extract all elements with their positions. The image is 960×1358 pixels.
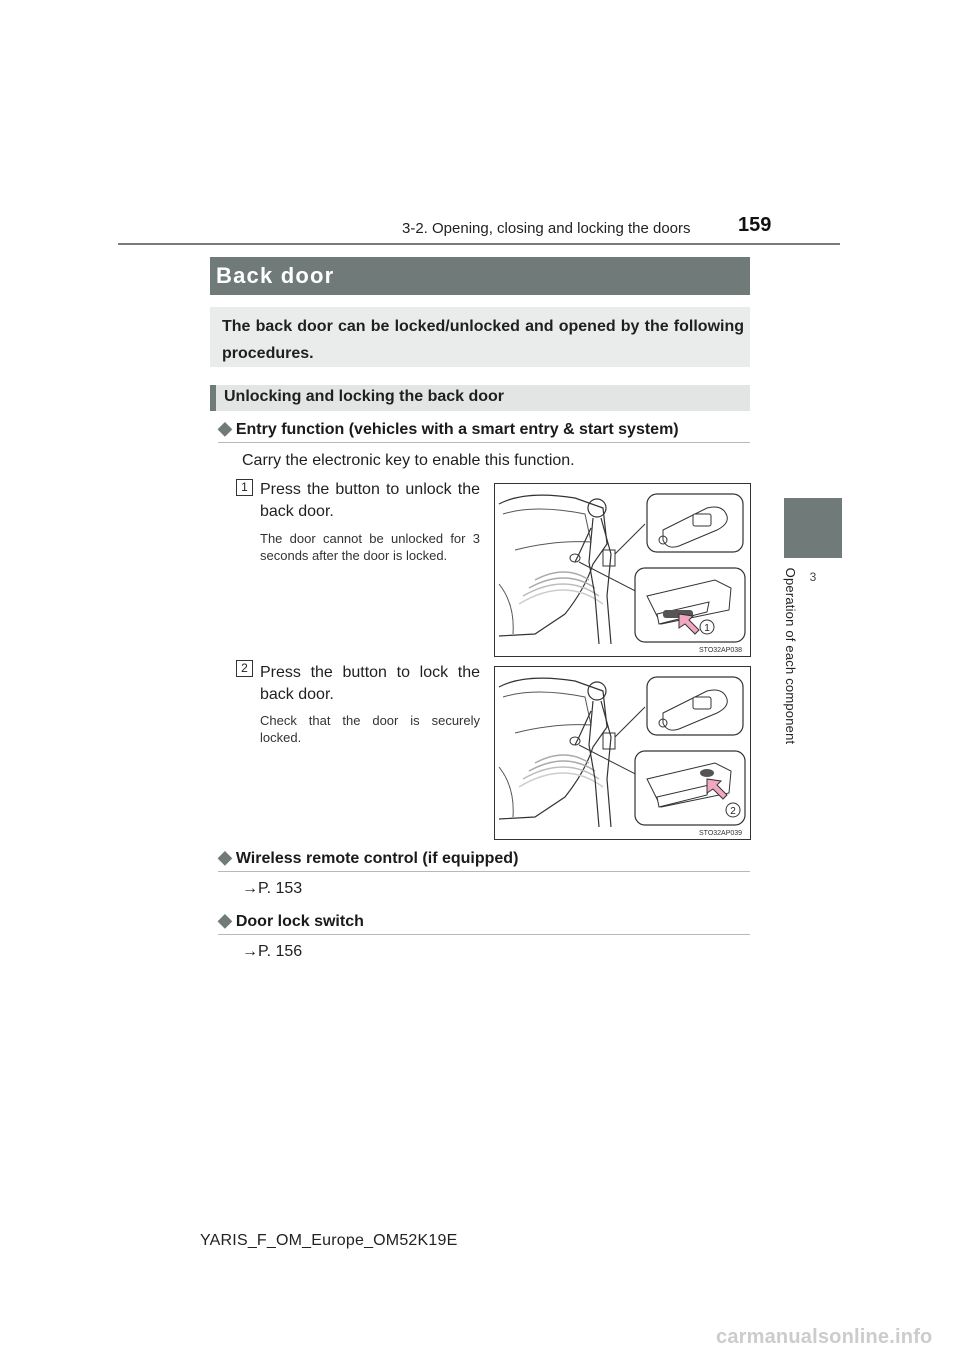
wireless-heading-text: Wireless remote control (if equipped) <box>235 850 519 867</box>
figure-code-2: STO32AP039 <box>699 830 743 837</box>
watermark: carmanualsonline.info <box>716 1326 933 1348</box>
step-2-text: Press the button to lock the back door. <box>260 664 480 703</box>
figure-lock <box>494 666 751 840</box>
callout-2: 2 <box>730 806 736 817</box>
callout-1: 1 <box>704 623 710 634</box>
entry-lead: Carry the electronic key to enable this function. <box>242 452 575 469</box>
step-1-text: Press the button to unlock the back door. <box>260 481 480 520</box>
step-2-note: Check that the door is securely locked. <box>260 713 480 745</box>
step-1-number: 1 <box>236 479 253 496</box>
entry-heading <box>218 418 679 439</box>
wireless-heading <box>218 847 518 868</box>
step-1-note: The door cannot be unlocked for 3 seconds after the door is locked. <box>260 531 480 563</box>
page-title: Back door <box>216 263 335 288</box>
entry-heading-rule <box>218 442 750 443</box>
door-switch-ref[interactable]: →P. 156 <box>242 943 303 960</box>
door-switch-heading-rule <box>218 934 750 935</box>
subsection-accent <box>210 385 216 411</box>
running-header-section: 3-2. Opening, closing and locking the doors <box>402 220 691 237</box>
door-switch-heading <box>218 910 364 931</box>
wireless-ref[interactable]: →P. 153 <box>242 880 303 897</box>
header-rule <box>118 243 840 245</box>
lock-illustration <box>495 667 750 839</box>
unlock-illustration <box>495 484 750 656</box>
entry-heading-text: Entry function (vehicles with a smart entry & start system) <box>235 421 679 438</box>
chapter-label: Operation of each component <box>783 567 798 745</box>
document-footer: YARIS_F_OM_Europe_OM52K19E <box>200 1232 458 1249</box>
figure-code-1: STO32AP038 <box>699 647 743 654</box>
subsection-title: Unlocking and locking the back door <box>224 388 505 405</box>
step-2-number: 2 <box>236 660 253 677</box>
door-switch-heading-text: Door lock switch <box>235 913 364 930</box>
chapter-number: 3 <box>809 570 817 584</box>
figure-unlock <box>494 483 751 657</box>
lock-button-shape <box>700 769 714 777</box>
diamond-icon: ◆ <box>218 418 232 438</box>
intro-text: The back door can be locked/unlocked and opened by the following procedures. <box>222 318 744 362</box>
diamond-icon: ◆ <box>218 847 232 867</box>
diamond-icon: ◆ <box>218 910 232 930</box>
wireless-heading-rule <box>218 871 750 872</box>
page-number: 159 <box>738 214 772 236</box>
